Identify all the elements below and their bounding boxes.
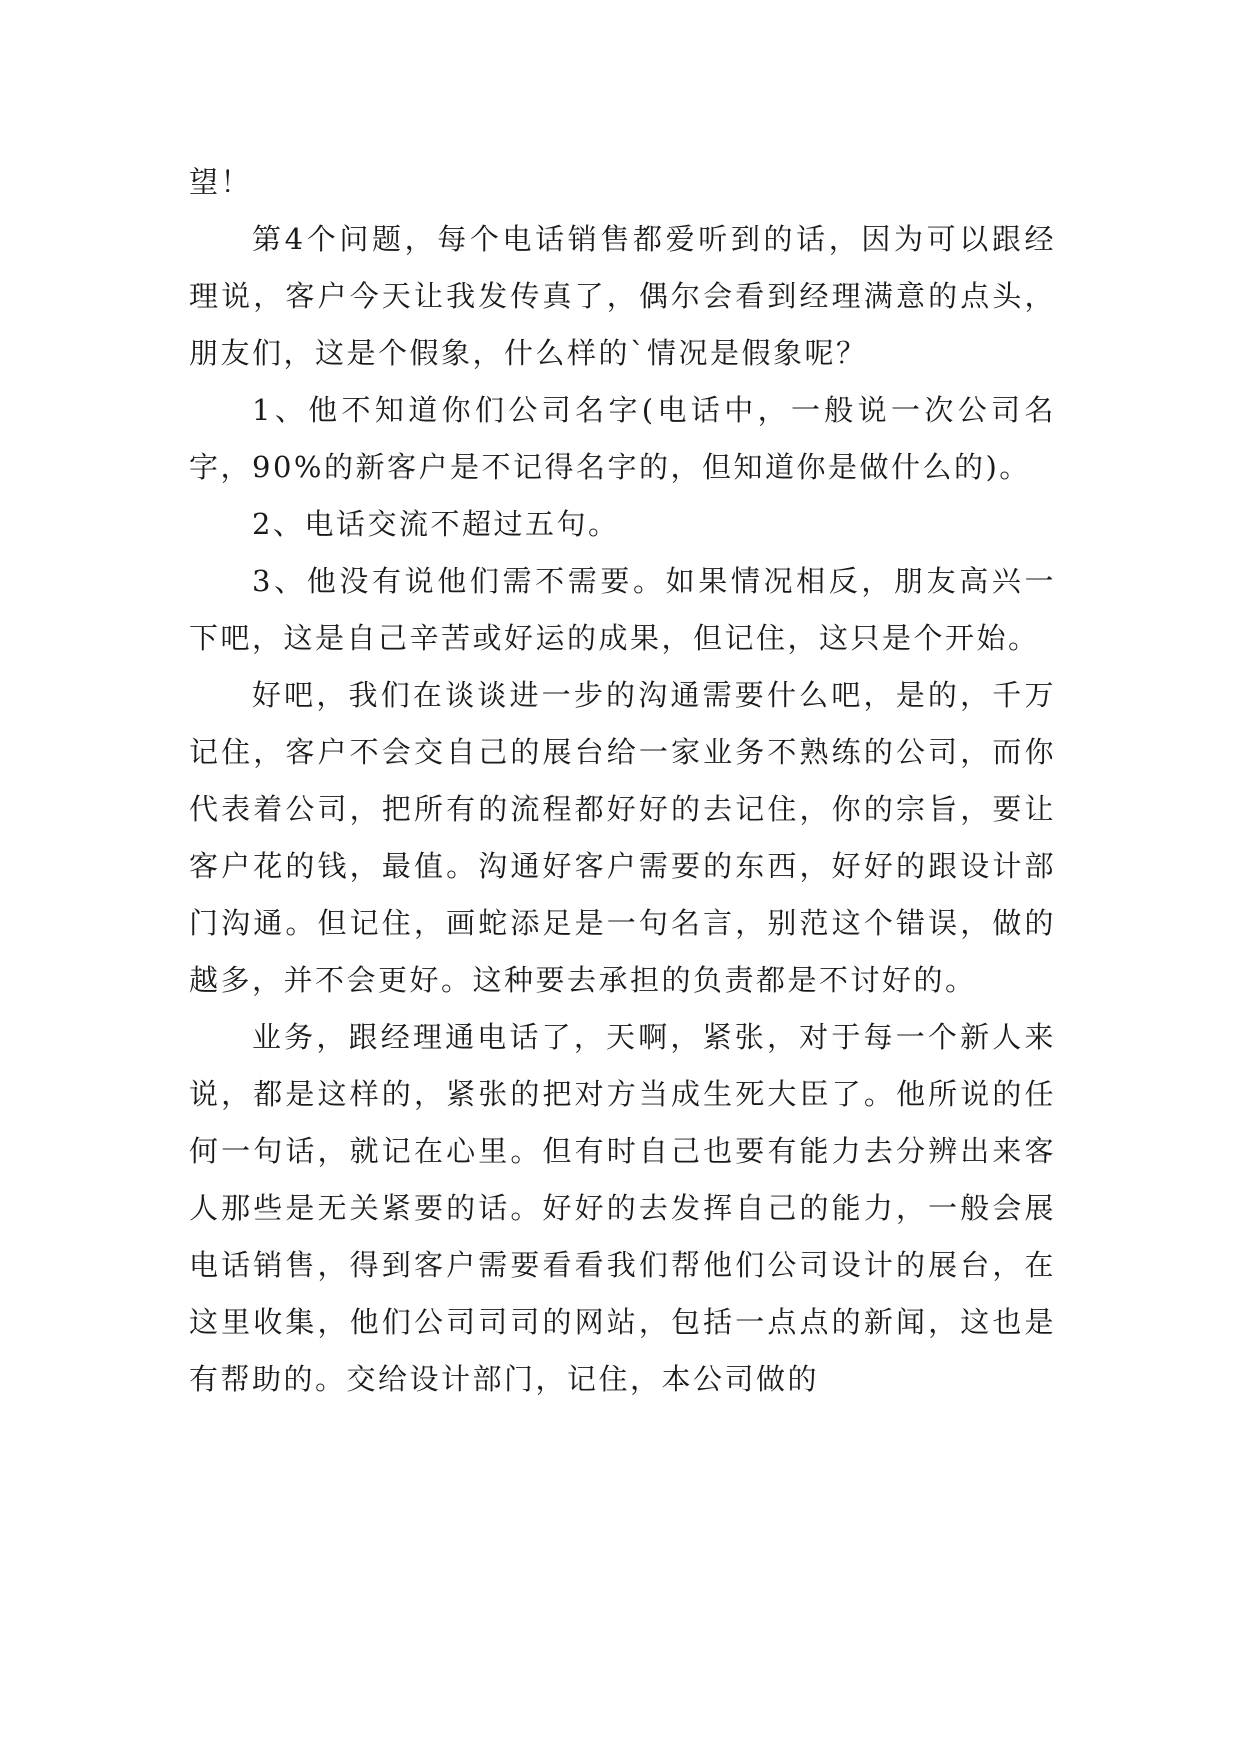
paragraph: 第4个问题，每个电话销售都爱听到的话，因为可以跟经理说，客户今天让我发传真了，偶尔会看到经理满意的点头，朋友们，这是个假象，什么样的`情况是假象呢？ [189,222,1056,370]
paragraph: 2、电话交流不超过五句。 [252,507,620,541]
paragraph: 望！ [189,165,253,199]
body-text [189,154,1056,1408]
paragraph: 1、他不知道你们公司名字(电话中，一般说一次公司名字，90%的新客户是不记得名字的，但知道你是做什么的)。 [189,393,1056,484]
paragraph: 3、他没有说他们需不需要。如果情况相反，朋友高兴一下吧，这是自己辛苦或好运的成果，但记住，这只是个开始。 [189,564,1056,655]
paragraph: 好吧，我们在谈谈进一步的沟通需要什么吧，是的，千万记住，客户不会交自己的展台给一家业务不熟练的公司，而你代表着公司，把所有的流程都好好的去记住，你的宗旨，要让客户花的钱，最值。沟通好客户需要的东西，好好的跟设计部门沟通。但记住，画蛇添足是一句名言，别范这个错误，做的越多，并不会更好。这种要去承担的负责都是不讨好的。 [189,678,1056,997]
paragraph: 业务，跟经理通电话了，天啊，紧张，对于每一个新人来说，都是这样的，紧张的把对方当成生死大臣了。他所说的任何一句话，就记在心里。但有时自己也要有能力去分辨出来客人那些是无关紧要的话。好好的去发挥自己的能力，一般会展电话销售，得到客户需要看看我们帮他们公司设计的展台，在这里收集，他们公司司司的网站，包括一点点的新闻，这也是有帮助的。交给设计部门，记住，本公司做的 [189,1020,1056,1396]
